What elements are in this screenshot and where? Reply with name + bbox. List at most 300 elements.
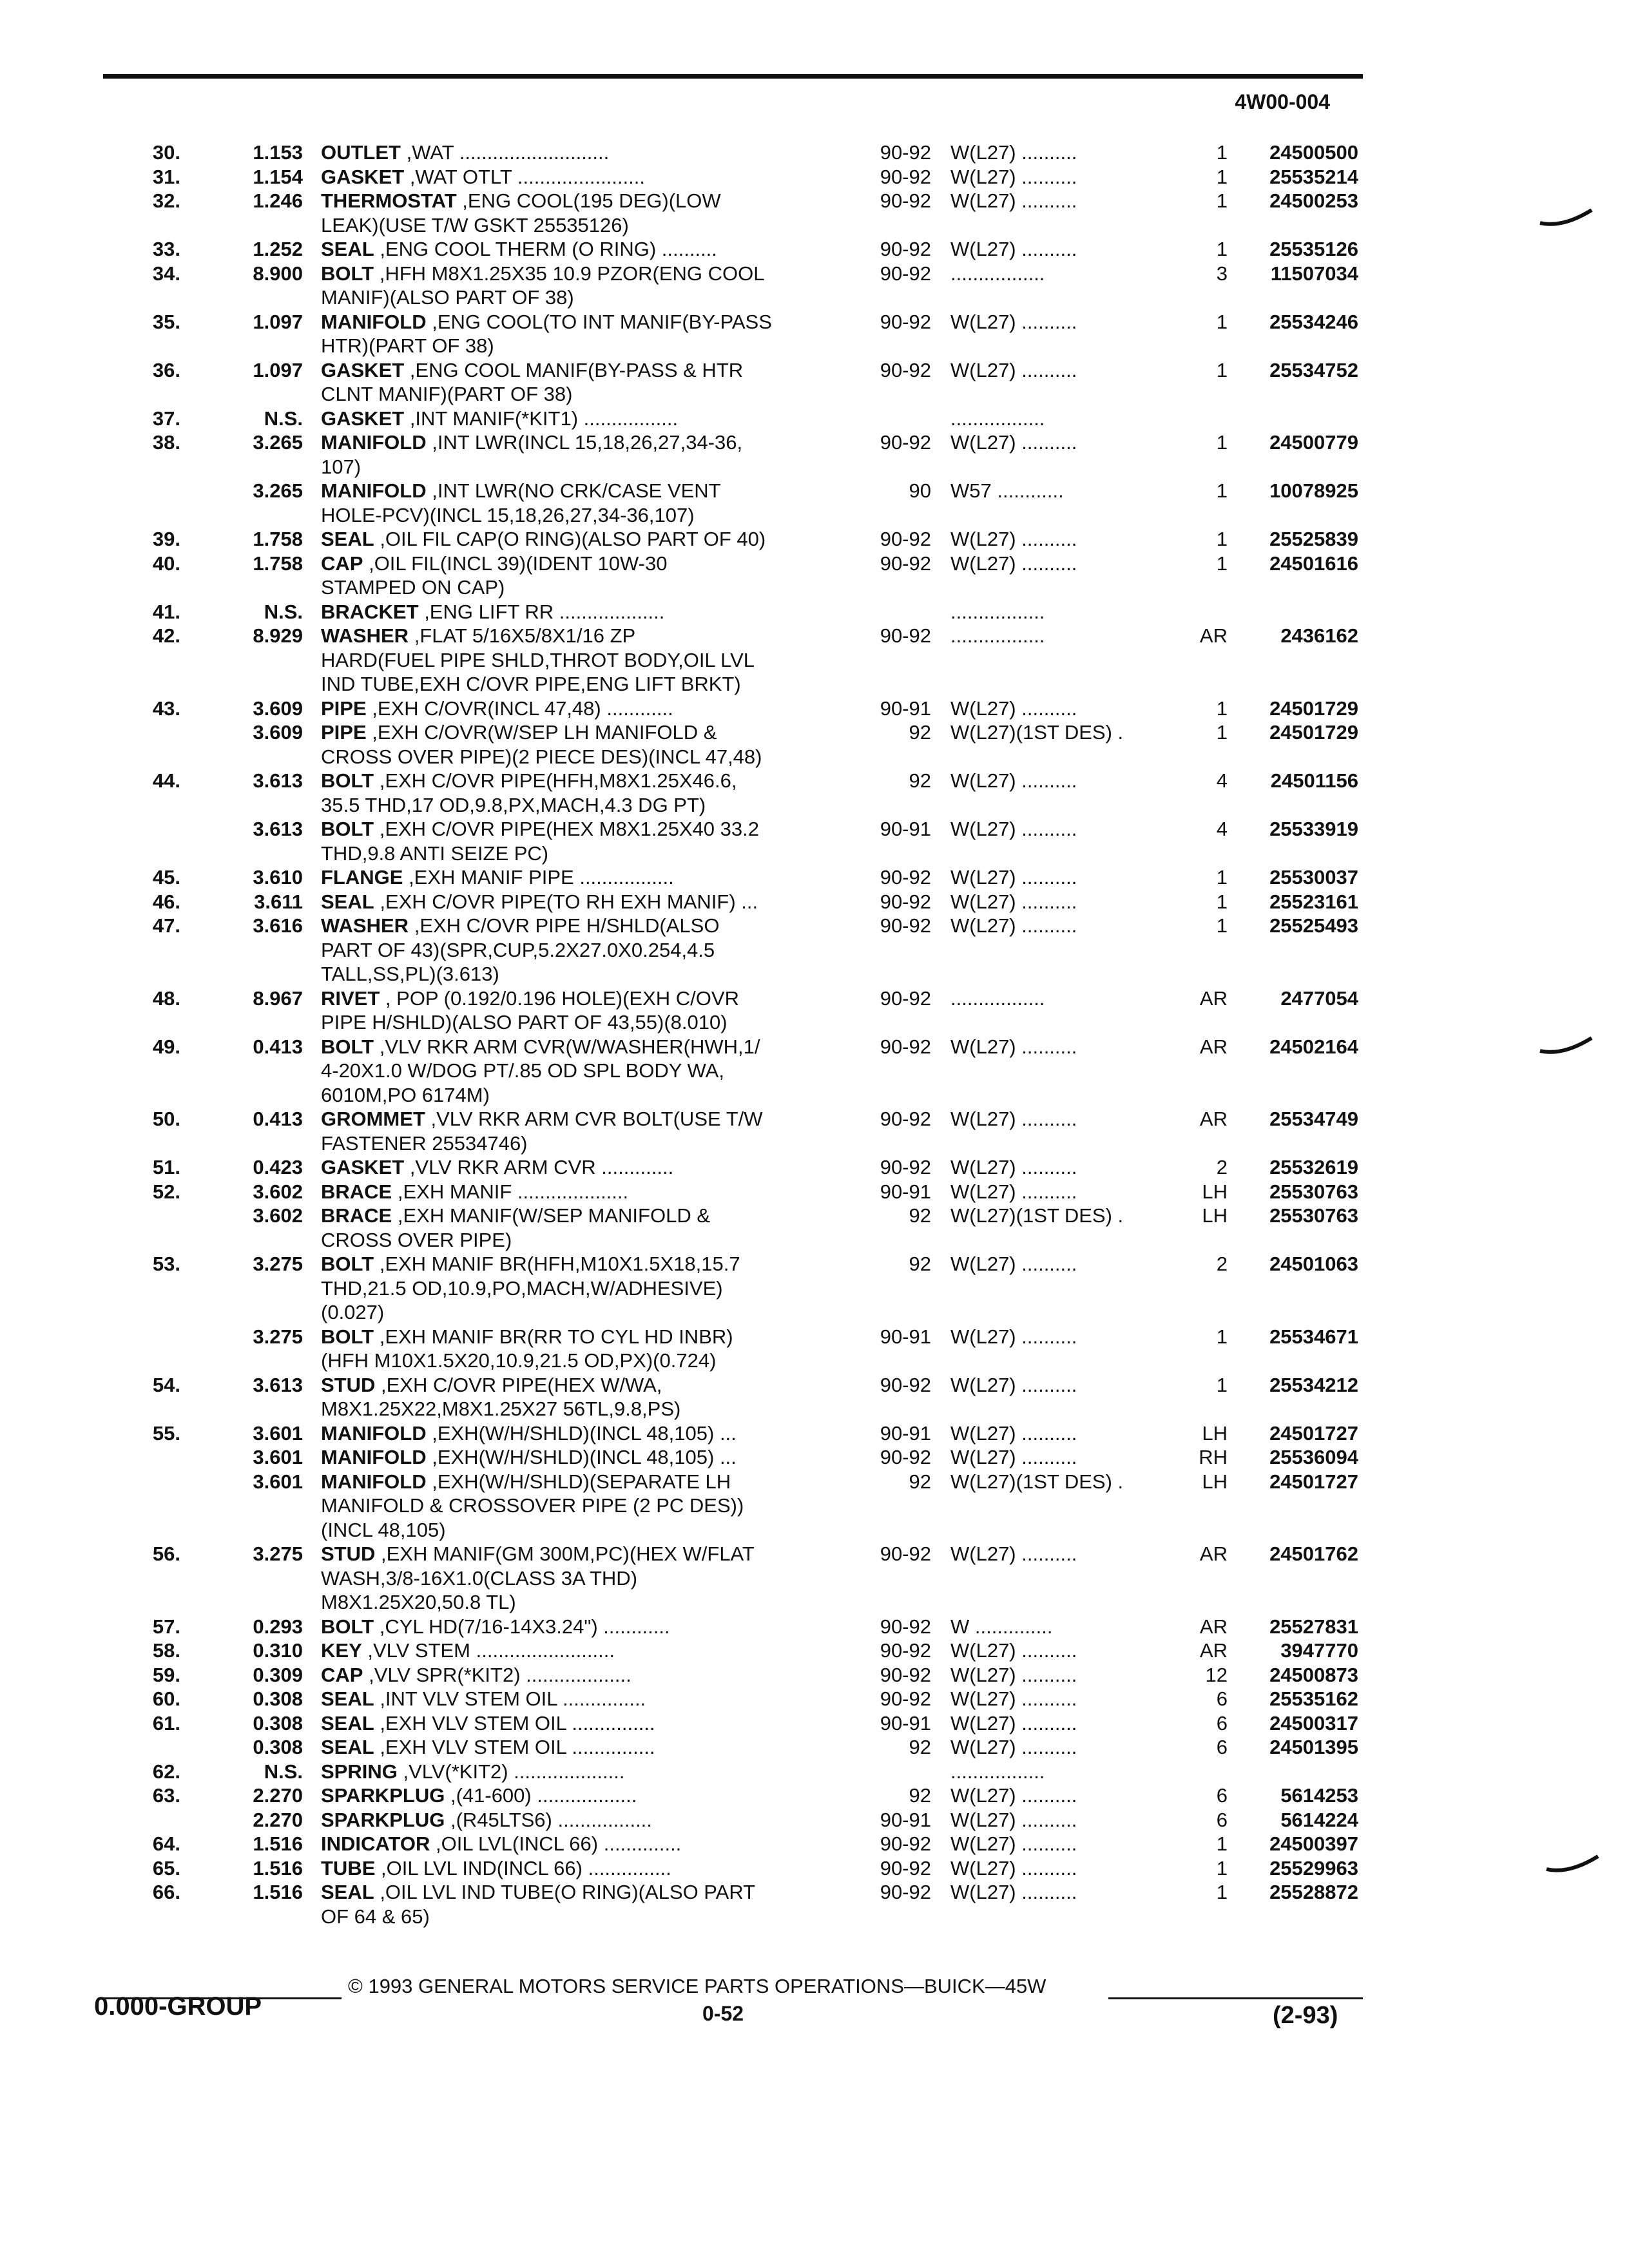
part-description: ,ENG LIFT RR ................... <box>424 600 665 623</box>
model-code: W(L27) .......... <box>950 1736 1077 1758</box>
part-description: ,VLV RKR ARM CVR(W/WASHER(HWH,1/ <box>379 1035 760 1058</box>
description <box>321 1155 856 1180</box>
item-number: 54. <box>152 1373 180 1396</box>
model-years: 90-92 <box>880 914 931 937</box>
parts-row <box>0 1832 1629 1856</box>
quantity: 4 <box>1216 818 1228 840</box>
parts-row <box>0 1107 1629 1131</box>
quantity: LH <box>1202 1421 1228 1445</box>
description <box>321 455 856 479</box>
part-name: SPRING <box>321 1760 398 1783</box>
model-code: W(L27) .......... <box>950 1784 1077 1807</box>
item-number: 39. <box>152 528 180 550</box>
part-number: 25530763 <box>1269 1180 1358 1203</box>
part-description: (INCL 48,105) <box>321 1518 446 1541</box>
part-description: ,VLV RKR ARM CVR ............. <box>409 1156 674 1178</box>
item-number: 36. <box>152 358 180 381</box>
part-name: SEAL <box>321 890 374 913</box>
part-number: 24501729 <box>1269 697 1358 720</box>
group-number: 3.609 <box>253 721 303 744</box>
quantity: AR <box>1199 1639 1228 1662</box>
part-number: 25523161 <box>1269 890 1358 913</box>
model-years: 90-92 <box>880 1108 931 1130</box>
part-description: ,INT VLV STEM OIL ............... <box>380 1687 646 1710</box>
description <box>321 1300 856 1325</box>
model-code: W(L27) .......... <box>950 431 1077 454</box>
part-description: ,EXH C/OVR PIPE(HFH,M8X1.25X46.6, <box>379 769 737 792</box>
description <box>321 1204 856 1228</box>
part-name: SPARKPLUG <box>321 1784 445 1807</box>
item-number: 58. <box>152 1639 180 1662</box>
parts-row <box>0 1663 1629 1687</box>
model-code: W(L27) .......... <box>950 1832 1077 1855</box>
model-years: 90-92 <box>880 986 931 1010</box>
parts-row <box>0 938 1629 963</box>
parts-row <box>0 672 1629 697</box>
part-name: MANIFOLD <box>321 310 427 333</box>
part-name: GASKET <box>321 165 405 188</box>
footer-group: 0.000-GROUP <box>94 1992 262 2021</box>
description <box>321 262 856 286</box>
model-code: W .............. <box>950 1615 1053 1638</box>
part-number: 2477054 <box>1280 986 1358 1010</box>
model-code: ................. <box>950 407 1045 430</box>
description <box>321 358 856 383</box>
model-years: 90-92 <box>880 528 931 550</box>
parts-row <box>0 1880 1629 1905</box>
part-description: ,OIL LVL IND(INCL 66) ............... <box>381 1856 671 1879</box>
parts-row <box>0 1808 1629 1832</box>
quantity: 2 <box>1216 1156 1228 1178</box>
page-number: 0-52 <box>702 2002 744 2025</box>
description <box>321 841 856 866</box>
description <box>321 189 856 213</box>
part-name: FLANGE <box>321 866 403 889</box>
group-number: 0.308 <box>253 1687 303 1710</box>
description <box>321 1131 856 1156</box>
part-name: PIPE <box>321 721 367 744</box>
part-description: ,EXH C/OVR PIPE(HEX W/WA, <box>381 1373 662 1396</box>
quantity: 1 <box>1216 890 1228 913</box>
description <box>321 1035 856 1059</box>
model-code: W(L27) .......... <box>950 1108 1077 1130</box>
quantity: AR <box>1199 1615 1228 1638</box>
description <box>321 1832 856 1856</box>
parts-row <box>0 479 1629 503</box>
part-number: 24501063 <box>1269 1253 1358 1275</box>
part-name: SPARKPLUG <box>321 1808 445 1831</box>
description <box>321 310 856 334</box>
group-number: 0.413 <box>253 1035 303 1058</box>
group-number: 3.611 <box>254 890 303 913</box>
part-name: BOLT <box>321 1253 374 1275</box>
parts-row <box>0 1518 1629 1542</box>
description <box>321 165 856 189</box>
part-number: 25535214 <box>1269 165 1358 188</box>
part-name: MANIFOLD <box>321 479 427 502</box>
part-name: TUBE <box>321 1856 376 1879</box>
description <box>321 1252 856 1276</box>
part-description: M8X1.25X20,50.8 TL) <box>321 1591 516 1613</box>
part-number: 25534671 <box>1269 1325 1358 1348</box>
group-number: 3.275 <box>253 1253 303 1275</box>
model-years: 92 <box>909 1784 931 1807</box>
item-number: 66. <box>152 1881 180 1903</box>
description <box>321 672 856 697</box>
description <box>321 575 856 600</box>
parts-row <box>0 1542 1629 1566</box>
part-description: HARD(FUEL PIPE SHLD,THROT BODY,OIL LVL <box>321 648 755 671</box>
parts-row <box>0 1059 1629 1083</box>
group-number: 1.758 <box>253 552 303 575</box>
part-name: GASKET <box>321 407 405 430</box>
item-number: 51. <box>152 1156 180 1178</box>
model-years: 90-92 <box>880 624 931 647</box>
part-description: PIPE H/SHLD)(ALSO PART OF 43,55)(8.010) <box>321 1011 728 1033</box>
model-code: W(L27) .......... <box>950 1180 1077 1203</box>
item-number: 62. <box>152 1760 180 1783</box>
parts-row <box>0 358 1629 383</box>
part-number: 24501762 <box>1269 1542 1358 1565</box>
description <box>321 769 856 793</box>
part-number: 24500500 <box>1269 141 1358 164</box>
part-name: WASHER <box>321 914 409 937</box>
model-years: 90-92 <box>880 866 931 889</box>
part-name: KEY <box>321 1639 362 1662</box>
part-name: STUD <box>321 1542 376 1565</box>
description <box>321 817 856 841</box>
part-description: ,ENG COOL(195 DEG)(LOW <box>462 189 721 212</box>
parts-row <box>0 1035 1629 1059</box>
model-code: W(L27) .......... <box>950 866 1077 889</box>
model-code: W(L27) .......... <box>950 818 1077 840</box>
parts-row <box>0 1373 1629 1398</box>
part-description: ,EXH(W/H/SHLD)(INCL 48,105) ... <box>432 1421 737 1445</box>
part-number: 25525493 <box>1269 914 1358 937</box>
parts-row <box>0 1615 1629 1639</box>
model-code: W(L27) .......... <box>950 1325 1077 1348</box>
part-description: STAMPED ON CAP) <box>321 576 505 599</box>
model-years: 90-92 <box>880 358 931 381</box>
model-code: W(L27) .......... <box>950 769 1077 792</box>
item-number: 31. <box>152 165 180 188</box>
quantity: 6 <box>1216 1736 1228 1758</box>
part-number: 24501727 <box>1269 1421 1358 1445</box>
part-number: 25525839 <box>1269 528 1358 550</box>
quantity: 1 <box>1216 310 1228 333</box>
model-code: W(L27)(1ST DES) . <box>950 1470 1124 1493</box>
parts-row <box>0 1204 1629 1228</box>
model-code: W(L27) .......... <box>950 890 1077 913</box>
part-name: SEAL <box>321 528 374 550</box>
part-description: ,EXH MANIF(GM 300M,PC)(HEX W/FLAT <box>381 1542 755 1565</box>
quantity: 1 <box>1216 721 1228 744</box>
description <box>321 793 856 818</box>
part-number: 25532619 <box>1269 1156 1358 1178</box>
part-description: ,OIL FIL(INCL 39)(IDENT 10W-30 <box>369 552 668 575</box>
parts-row <box>0 986 1629 1011</box>
part-name: INDICATOR <box>321 1832 430 1855</box>
part-number: 25534212 <box>1269 1373 1358 1396</box>
part-number: 25535126 <box>1269 238 1358 260</box>
model-years: 92 <box>909 1470 931 1493</box>
part-number: 5614224 <box>1280 1808 1358 1831</box>
quantity: 1 <box>1216 866 1228 889</box>
part-number: 25533919 <box>1269 818 1358 840</box>
group-number: 3.613 <box>253 1373 303 1396</box>
parts-row <box>0 382 1629 407</box>
model-code: ................. <box>950 1760 1045 1783</box>
parts-row <box>0 1349 1629 1373</box>
group-number: N.S. <box>264 407 303 430</box>
group-number: 0.423 <box>253 1156 303 1178</box>
model-code: W(L27) .......... <box>950 1856 1077 1879</box>
part-description: 4-20X1.0 W/DOG PT/.85 OD SPL BODY WA, <box>321 1059 724 1082</box>
group-number: 1.153 <box>253 141 303 164</box>
model-code: W(L27) .......... <box>950 1663 1077 1686</box>
check-mark-icon <box>1537 206 1595 232</box>
model-years: 90-92 <box>880 1035 931 1058</box>
parts-row <box>0 1494 1629 1518</box>
group-number: 3.610 <box>253 866 303 889</box>
description <box>321 1783 856 1808</box>
model-years: 90-92 <box>880 890 931 913</box>
quantity: LH <box>1202 1470 1228 1493</box>
footer-rule-right <box>1108 1997 1363 1999</box>
part-description: , POP (0.192/0.196 HOLE)(EXH C/OVR <box>385 986 739 1010</box>
group-number: 1.252 <box>253 238 303 260</box>
part-name: WASHER <box>321 624 409 647</box>
description <box>321 1542 856 1566</box>
item-number: 53. <box>152 1253 180 1275</box>
model-years: 90-92 <box>880 1373 931 1396</box>
description <box>321 720 856 745</box>
part-description: PART OF 43)(SPR,CUP,5.2X27.0X0.254,4.5 <box>321 938 715 961</box>
part-name: MANIFOLD <box>321 431 427 454</box>
parts-row <box>0 1566 1629 1591</box>
part-description: WASH,3/8-16X1.0(CLASS 3A THD) <box>321 1566 638 1590</box>
part-number: 24501156 <box>1270 769 1358 792</box>
item-number: 41. <box>152 600 180 623</box>
description <box>321 1228 856 1253</box>
parts-row <box>0 1905 1629 1929</box>
item-number: 61. <box>152 1711 180 1735</box>
group-number: 1.246 <box>253 189 303 212</box>
part-description: ,INT LWR(INCL 15,18,26,27,34-36, <box>432 431 743 454</box>
description <box>321 697 856 721</box>
description <box>321 1518 856 1542</box>
model-code: W(L27) .......... <box>950 238 1077 260</box>
parts-row <box>0 865 1629 890</box>
description <box>321 1663 856 1687</box>
model-code: ................. <box>950 624 1045 647</box>
item-number: 48. <box>152 986 180 1010</box>
part-number: 25530037 <box>1269 866 1358 889</box>
model-code: W(L27) .......... <box>950 1639 1077 1662</box>
part-description: ,OIL LVL IND TUBE(O RING)(ALSO PART <box>380 1881 756 1903</box>
model-years: 92 <box>909 721 931 744</box>
part-name: CAP <box>321 552 363 575</box>
item-number: 42. <box>152 624 180 647</box>
quantity: 12 <box>1205 1663 1228 1686</box>
quantity: 2 <box>1216 1253 1228 1275</box>
description <box>321 213 856 238</box>
parts-row <box>0 1397 1629 1421</box>
description <box>321 1711 856 1736</box>
part-description: THD,21.5 OD,10.9,PO,MACH,W/ADHESIVE) <box>321 1276 723 1300</box>
part-description: ,OIL LVL(INCL 66) .............. <box>435 1832 682 1855</box>
part-name: SEAL <box>321 238 374 260</box>
part-number: 25535162 <box>1269 1687 1358 1710</box>
group-number: 0.310 <box>253 1639 303 1662</box>
parts-row <box>0 720 1629 745</box>
quantity: 1 <box>1216 238 1228 260</box>
part-description: ,VLV RKR ARM CVR BOLT(USE T/W <box>430 1108 763 1130</box>
item-number: 47. <box>152 914 180 937</box>
part-description: ,ENG COOL MANIF(BY-PASS & HTR <box>409 358 744 381</box>
parts-list <box>0 140 1629 1928</box>
group-number: 1.516 <box>253 1832 303 1855</box>
item-number: 46. <box>152 890 180 913</box>
part-number: 24501729 <box>1269 721 1358 744</box>
part-description: 107) <box>321 455 361 478</box>
parts-row <box>0 237 1629 262</box>
description <box>321 1639 856 1663</box>
part-number: 25528872 <box>1269 1881 1358 1903</box>
model-code: ................. <box>950 600 1045 623</box>
item-number: 45. <box>152 866 180 889</box>
group-number: 1.516 <box>253 1881 303 1903</box>
quantity: 6 <box>1216 1687 1228 1710</box>
page-code: 4W00-004 <box>1235 90 1330 113</box>
parts-row <box>0 1783 1629 1808</box>
model-code: W(L27)(1ST DES) . <box>950 721 1124 744</box>
model-code: W(L27) .......... <box>950 697 1077 720</box>
model-code: W(L27) .......... <box>950 165 1077 188</box>
description <box>321 334 856 358</box>
description <box>321 285 856 310</box>
group-number: 3.609 <box>253 697 303 720</box>
item-number: 59. <box>152 1663 180 1686</box>
parts-row <box>0 624 1629 648</box>
part-description: MANIF)(ALSO PART OF 38) <box>321 286 574 309</box>
group-number: 3.265 <box>253 479 303 502</box>
part-name: SEAL <box>321 1687 374 1710</box>
part-description: ,(41-600) .................. <box>450 1784 637 1807</box>
quantity: AR <box>1199 624 1228 647</box>
model-years: 90-91 <box>880 818 931 840</box>
parts-row <box>0 213 1629 238</box>
part-description: ,(R45LTS6) ................. <box>450 1808 652 1831</box>
description <box>321 430 856 455</box>
item-number: 32. <box>152 189 180 212</box>
part-description: ,VLV SPR(*KIT2) ................... <box>369 1663 631 1686</box>
parts-row <box>0 1155 1629 1180</box>
parts-row <box>0 1325 1629 1349</box>
part-name: GROMMET <box>321 1108 425 1130</box>
item-number: 63. <box>152 1784 180 1807</box>
item-number: 56. <box>152 1542 180 1565</box>
part-description: ,EXH C/OVR(W/SEP LH MANIFOLD & <box>372 721 717 744</box>
group-number: 1.097 <box>253 310 303 333</box>
model-years: 90-92 <box>880 189 931 212</box>
item-number: 65. <box>152 1856 180 1879</box>
description <box>321 552 856 576</box>
part-description: ,CYL HD(7/16-14X3.24") ............ <box>379 1615 670 1638</box>
part-description: ,EXH C/OVR PIPE(TO RH EXH MANIF) ... <box>380 890 758 913</box>
check-mark-icon <box>1537 1034 1595 1060</box>
part-name: CAP <box>321 1663 363 1686</box>
part-description: ,WAT OTLT ....................... <box>409 165 645 188</box>
quantity: 6 <box>1216 1784 1228 1807</box>
description <box>321 527 856 552</box>
part-description: FASTENER 25534746) <box>321 1131 528 1155</box>
group-number: 1.154 <box>253 165 303 188</box>
parts-row <box>0 310 1629 334</box>
description <box>321 1494 856 1518</box>
part-description: (0.027) <box>321 1301 385 1323</box>
model-years: 90-91 <box>880 1711 931 1735</box>
parts-row <box>0 841 1629 866</box>
model-code: W(L27) .......... <box>950 1421 1077 1445</box>
model-code: W(L27) .......... <box>950 310 1077 333</box>
model-years: 90-91 <box>880 1180 931 1203</box>
description <box>321 1059 856 1083</box>
item-number: 44. <box>152 769 180 792</box>
parts-row <box>0 1421 1629 1446</box>
model-years: 90-92 <box>880 1542 931 1565</box>
description <box>321 1856 856 1881</box>
item-number: 57. <box>152 1615 180 1638</box>
quantity: 4 <box>1216 769 1228 792</box>
part-number: 3947770 <box>1280 1639 1358 1662</box>
part-number: 24501727 <box>1269 1470 1358 1493</box>
description <box>321 1760 856 1784</box>
description <box>321 624 856 648</box>
quantity: AR <box>1199 1542 1228 1565</box>
description <box>321 1276 856 1301</box>
description <box>321 382 856 407</box>
model-years: 90-92 <box>880 1687 931 1710</box>
parts-row <box>0 914 1629 938</box>
part-number: 24502164 <box>1269 1035 1358 1058</box>
part-description: IND TUBE,EXH C/OVR PIPE,ENG LIFT BRKT) <box>321 673 741 695</box>
model-code: W57 ............ <box>950 479 1064 502</box>
part-number: 10078925 <box>1269 479 1358 502</box>
model-years: 90-92 <box>880 141 931 164</box>
part-description: ,VLV(*KIT2) .................... <box>403 1760 625 1783</box>
model-code: W(L27) .......... <box>950 141 1077 164</box>
part-description: ,EXH VLV STEM OIL ............... <box>380 1711 655 1735</box>
group-number: 3.601 <box>253 1470 303 1493</box>
quantity: 1 <box>1216 1881 1228 1903</box>
description <box>321 1880 856 1905</box>
part-name: BOLT <box>321 769 374 792</box>
part-name: OUTLET <box>321 141 401 164</box>
description <box>321 865 856 890</box>
part-description: ,OIL FIL CAP(O RING)(ALSO PART OF 40) <box>380 528 766 550</box>
model-years: 90-92 <box>880 1881 931 1903</box>
part-number: 24500317 <box>1269 1711 1358 1735</box>
description <box>321 962 856 986</box>
parts-row <box>0 1470 1629 1494</box>
description <box>321 1180 856 1204</box>
quantity: 1 <box>1216 914 1228 937</box>
model-code: ................. <box>950 986 1045 1010</box>
part-description: ,EXH(W/H/SHLD)(INCL 48,105) ... <box>432 1446 737 1468</box>
part-name: MANIFOLD <box>321 1446 427 1468</box>
model-years: 90-91 <box>880 1325 931 1348</box>
